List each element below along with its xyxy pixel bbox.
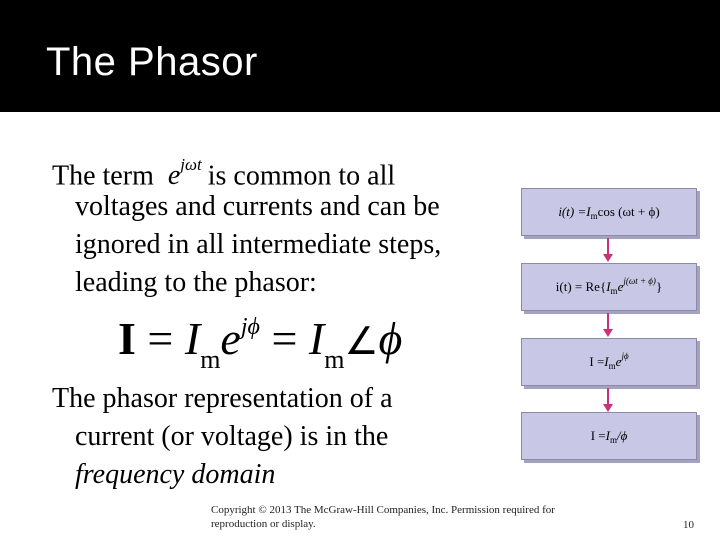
phasor-formula: $I = I_me^{j\phi}$ = $I_m\angle\phi$ — [118, 313, 403, 374]
text-suffix: is common to all — [207, 160, 396, 192]
flow-arrow-1 — [607, 238, 609, 260]
flow-arrow-3 — [607, 388, 609, 410]
paragraph2-line1: The phasor representation of a — [52, 383, 393, 414]
page-number: 10 — [683, 519, 694, 531]
text-prefix: The term — [52, 160, 154, 192]
flow-arrow-2 — [607, 313, 609, 335]
flow-box-real: i(t) = Re{ I m e j(ωt + ϕ) } — [521, 263, 697, 311]
slide-title: The Phasor — [46, 40, 258, 84]
copyright-footer: Copyright © 2013 The McGraw-Hill Companies, Inc. Permission required for reproduction or display. — [211, 504, 555, 530]
paragraph1-line4: leading to the phasor: — [75, 267, 317, 298]
flow-box-angle: I = I m /ϕ — [521, 412, 697, 460]
paragraph1-line3: ignored in all intermediate steps, — [75, 229, 442, 260]
exp-term: $e^{j\omega t}$ — [167, 155, 202, 192]
paragraph2-line3: frequency domain — [75, 459, 276, 490]
paragraph2-line2: current (or voltage) is in the — [75, 421, 389, 452]
flow-box-exp: I = I m e jϕ — [521, 338, 697, 386]
paragraph1-line2: voltages and currents and can be — [75, 191, 440, 222]
flow-box-cos: i(t) = I m cos (ωt + ϕ) — [521, 188, 697, 236]
